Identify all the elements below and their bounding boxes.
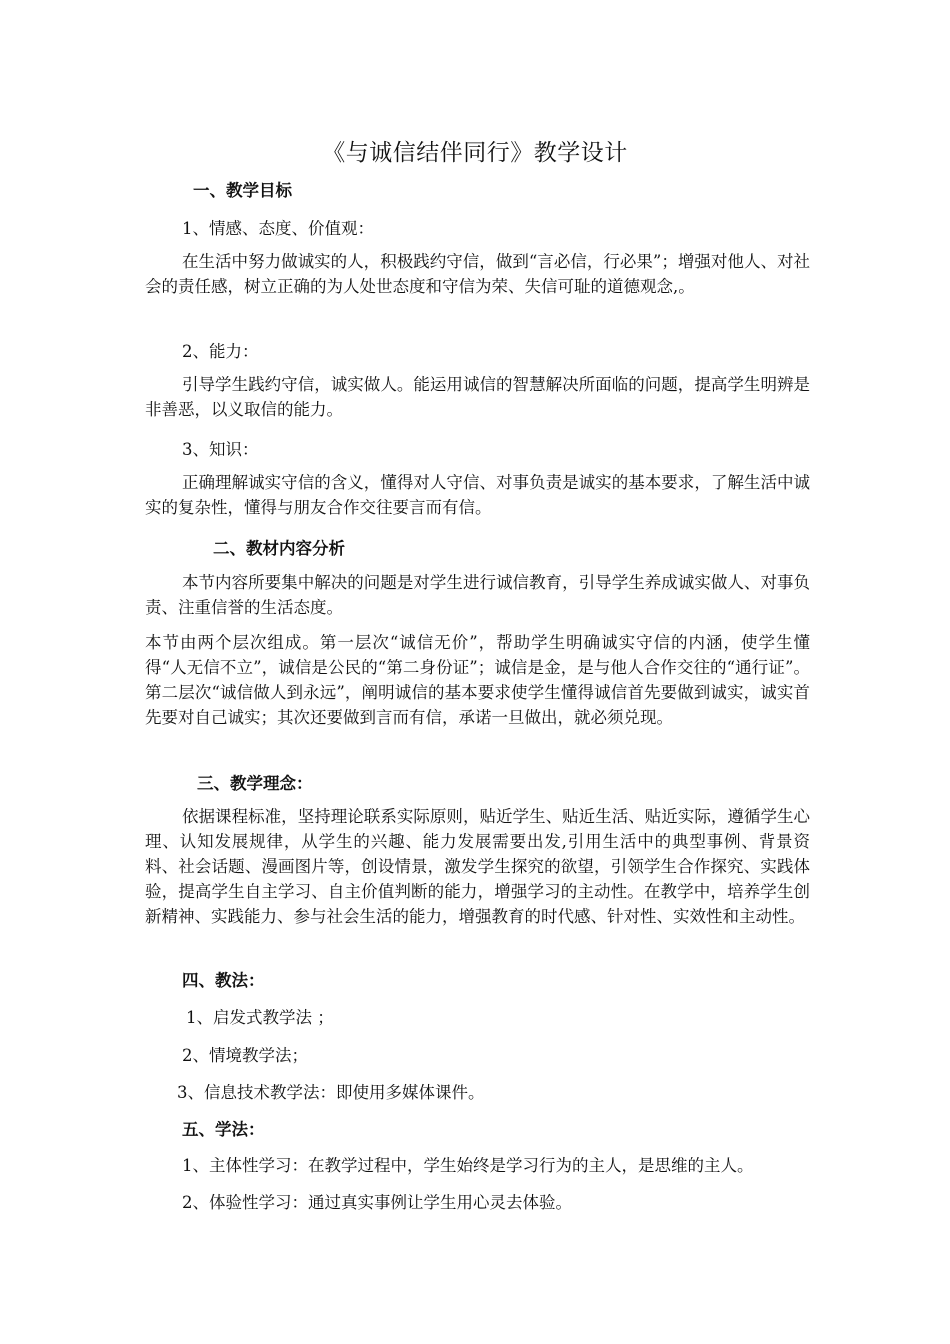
section-heading-teaching-methods: 四、教法： [182,971,265,990]
analysis-paragraph-2: 本节由两个层次组成。第一层次“诚信无价”，帮助学生明确诚实守信的内涵，使学生懂得“人无信不立”，诚信是公民的“第二身份证”；诚信是金，是与他人合作交往的“通行证”。第二层次“诚信做人到永远”，阐明诚信的基本要求使学生懂得诚信首先要做到诚实，诚实首先要对自己诚实；其次还要做到言而有信，承诺一旦做出，就必须兑现。 [145,633,810,727]
objective-item-knowledge: 3、知识： [182,440,259,459]
objective-paragraph-ability: 引导学生践约守信，诚实做人。能运用诚信的智慧解决所面临的问题，提高学生明辨是非善恶，以义取信的能力。 [145,375,810,419]
objective-paragraph-emotion: 在生活中努力做诚实的人，积极践约守信，做到“言必信，行必果”；增强对他人、对社会的责任感，树立正确的为人处世态度和守信为荣、失信可耻的道德观念,。 [145,252,810,296]
teaching-method-item-1: 1、启发式教学法 ； [186,1008,334,1027]
teaching-method-item-3: 3、信息技术教学法：即使用多媒体课件。 [177,1083,485,1102]
objective-item-ability: 2、能力： [182,342,259,361]
learning-method-item-2: 2、体验性学习：通过真实事例让学生用心灵去体验。 [182,1193,572,1212]
analysis-paragraph-1: 本节内容所要集中解决的问题是对学生进行诚信教育，引导学生养成诚实做人、对事负责、注重信誉的生活态度。 [145,573,810,617]
learning-method-item-1: 1、主体性学习：在教学过程中，学生始终是学习行为的主人，是思维的主人。 [182,1156,754,1175]
philosophy-paragraph: 依据课程标准，坚持理论联系实际原则，贴近学生、贴近生活、贴近实际，遵循学生心理、认知发展规律，从学生的兴趣、能力发展需要出发,引用生活中的典型事例、背景资料、社会话题、漫画图片等，创设情景，激发学生探究的欲望，引领学生合作探究、实践体验，提高学生自主学习、自主价值判断的能力，增强学习的主动性。在教学中，培养学生创新精神、实践能力、参与社会生活的能力，增强教育的时代感、针对性、实效性和主动性。 [145,807,810,926]
objective-item-emotion: 1、情感、态度、价值观： [182,219,374,238]
section-heading-philosophy: 三、教学理念： [197,774,313,793]
document-title: 《与诚信结伴同行》教学设计 [322,140,628,166]
section-heading-objectives: 一、教学目标 [193,181,292,200]
teaching-method-item-2: 2、情境教学法； [182,1046,308,1065]
section-heading-analysis: 二、教材内容分析 [213,539,345,558]
objective-paragraph-knowledge: 正确理解诚实守信的含义，懂得对人守信、对事负责是诚实的基本要求，了解生活中诚实的复杂性，懂得与朋友合作交往要言而有信。 [145,473,810,517]
section-heading-learning-methods: 五、学法： [182,1120,265,1139]
